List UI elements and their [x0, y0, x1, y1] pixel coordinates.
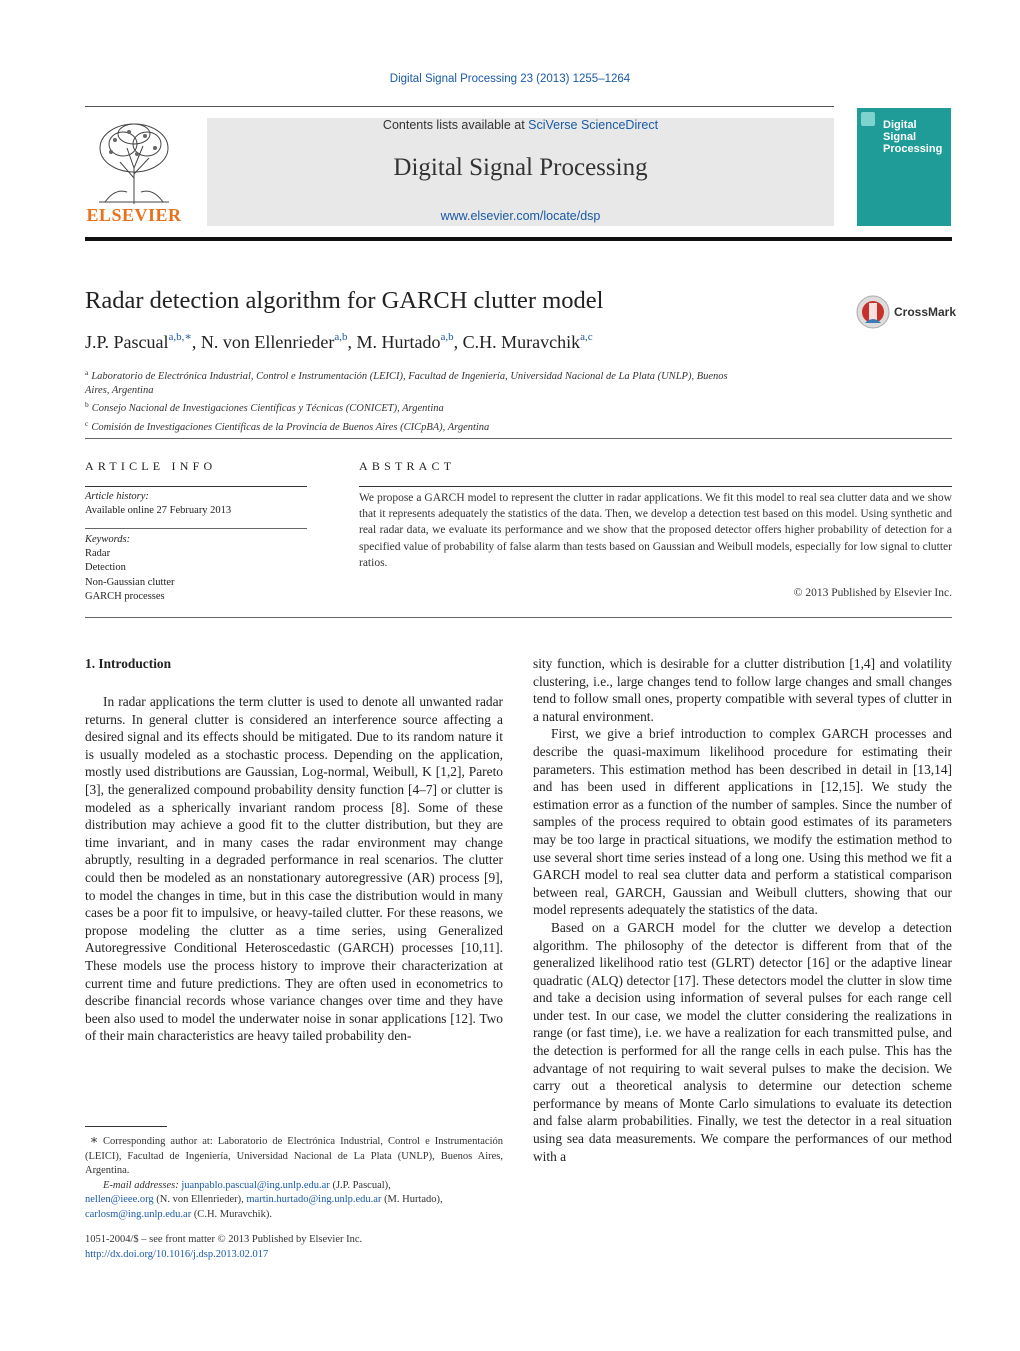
keyword[interactable]: Non-Gaussian clutter: [85, 576, 175, 588]
affiliation-text: Consejo Nacional de Investigaciones Científicas y Técnicas (CONICET), Argentina: [91, 403, 444, 415]
author-list: [85, 330, 593, 353]
email-addresses: [85, 1179, 503, 1194]
author-separator: ,: [453, 332, 463, 352]
abstract-text: We propose a GARCH model to represent the clutter in radar applications. We fit this model to real sea clutter data and we show that it represents adequately the statistics of the data. Then, we develop a detection test based on this model. Using synthetic and real radar data, we evaluate its performance and we show that the proposed detector offers higher probability of detection for a specified value of probability of false alarm than tests based on Gaussian and Weibull models, especially for low signal to clutter ratios.: [359, 492, 952, 569]
front-matter-meta: [85, 1233, 362, 1262]
keywords-block: [85, 533, 307, 604]
keyword[interactable]: Detection: [85, 562, 126, 574]
cover-title: Digital Signal Processing: [883, 119, 943, 155]
email-link[interactable]: juanpablo.pascual@ing.unlp.edu.ar: [181, 1179, 330, 1191]
header-rule: [85, 106, 834, 107]
footnote-rule: [85, 1126, 167, 1127]
author-name[interactable]: J.P. Pascual: [85, 332, 169, 352]
author-name[interactable]: M. Hurtado: [356, 332, 441, 352]
contents-line: [207, 118, 834, 132]
crossmark-icon: [856, 295, 890, 329]
email-link[interactable]: martin.hurtado@ing.unlp.edu.ar: [246, 1194, 382, 1205]
email-owner: (J.P. Pascual),: [329, 1179, 391, 1191]
header-thick-rule: [85, 237, 952, 241]
journal-url-link[interactable]: www.elsevier.com/locate/dsp: [440, 209, 601, 223]
affiliation-text: Comisión de Investigaciones Científicas de la Provincia de Buenos Aires (CICpBA), Argentina: [91, 421, 490, 433]
left-column: [85, 693, 503, 1045]
email-owner: (N. von Ellenrieder),: [153, 1194, 247, 1205]
author-name[interactable]: C.H. Muravchik: [462, 332, 581, 352]
keywords-label: Keywords:: [85, 534, 131, 545]
elsevier-tree-icon: [85, 118, 183, 206]
info-rule: [85, 528, 307, 529]
journal-cover-thumbnail[interactable]: [857, 108, 951, 226]
elsevier-wordmark: ELSEVIER: [86, 205, 182, 225]
sciencedirect-link[interactable]: SciVerse ScienceDirect: [528, 118, 659, 132]
cover-badge-icon: [861, 112, 875, 126]
doi-link[interactable]: http://dx.doi.org/10.1016/j.dsp.2013.02.017: [85, 1248, 269, 1260]
affiliation-item: [85, 398, 745, 416]
affiliation-mark: a: [85, 368, 89, 377]
author-affiliation-marks[interactable]: a,b: [440, 331, 454, 343]
affiliation-text: Laboratorio de Electrónica Industrial, Control e Instrumentación (LEICI), Facultad de Ingeniería, Universidad Nacional de La Plata (UNLP), Buenos Aires, Argentina: [85, 371, 728, 397]
info-rule: [85, 486, 307, 487]
corresponding-note: [85, 1133, 503, 1179]
abstract-copyright: © 2013 Published by Elsevier Inc.: [793, 587, 952, 599]
article-title: Radar detection algorithm for GARCH clutter model: [85, 287, 604, 314]
section-title: 1. Introduction: [85, 656, 172, 671]
history-label: Article history:: [85, 491, 149, 502]
affiliation-item: [85, 366, 745, 398]
journal-banner: [207, 118, 834, 226]
issn-line: 1051-2004/$ – see front matter © 2013 Published by Elsevier Inc.: [85, 1234, 363, 1245]
author-separator: ,: [191, 332, 201, 352]
email-link[interactable]: nellen@ieee.org: [85, 1194, 154, 1205]
right-column: [533, 655, 952, 1165]
author-affiliation-marks[interactable]: a,b,∗: [168, 331, 192, 343]
keyword[interactable]: Radar: [85, 548, 111, 560]
corresponding-author-footnote: [85, 1133, 503, 1222]
affiliation-mark: b: [85, 400, 89, 410]
body-paragraph: In radar applications the term clutter is used to denote all unwanted radar returns. In general clutter is considered an interference source affecting a desired signal and its effects should be mitigated. Due to its random nature it is usually modeled as a stochastic process. Depending on the application, mostly used distributions are Gaussian, Log-normal, Weibull, K [1,2], Pareto [3], the generalized compound probability density function [4–7] or clutter is modeled as a spherically invariant random process [8]. Some of these distribution may achieve a good fit to the clutter distribution, but they are time invariant, and in many cases the radar environment may change abruptly, resulting in a degraded performance in real scenarios. The clutter could then be modeled as an nonstationary autoregressive (AR) process [9], to model the changes in time, but in this case the distribution would in many cases be a poor fit to impulsive, or heavy-tailed clutter. For these reasons, we propose modeling the clutter as a time series, using Generalized Autoregressive Conditional Heteroscedastic (GARCH) processes [10,11]. These models use the process history to improve their characterization at current time and future predictions. They are often used in econometrics to describe financial records whose variance changes over time and they have been also used to model the underwater noise in sonar applications [12]. Two of their main characteristics are heavy tailed probability den-: [85, 694, 503, 1044]
author-name[interactable]: N. von Ellenrieder: [200, 332, 335, 352]
footnote-star: ∗: [89, 1132, 99, 1147]
email-label: E-mail addresses:: [103, 1179, 179, 1191]
affiliation-item: [85, 417, 745, 435]
email-owner: (M. Hurtado),: [381, 1194, 443, 1205]
journal-reference[interactable]: Digital Signal Processing 23 (2013) 1255–1264: [389, 73, 631, 85]
author-affiliation-marks[interactable]: a,b: [334, 331, 348, 343]
affiliations: [85, 366, 745, 435]
email-addresses-cont: [85, 1208, 503, 1223]
corresponding-text: Corresponding author at: Laboratorio de Electrónica Industrial, Control e Instrumentación (LEICI), Facultad de Ingeniería, Universidad Nacional de La Plata (UNLP), Buenos Aires, Argentina.: [85, 1136, 503, 1176]
elsevier-logo[interactable]: [85, 118, 183, 226]
history-value: Available online 27 February 2013: [85, 505, 232, 517]
email-owner: (C.H. Muravchik).: [191, 1208, 272, 1220]
email-link[interactable]: carlosm@ing.unlp.edu.ar: [85, 1208, 192, 1220]
body-paragraph: Based on a GARCH model for the clutter we develop a detection algorithm. The philosophy of the detector is different from that of the generalized likelihood ratio test (GLRT) detector [16] or the adaptive linear quadratic (ALQ) detector [17]. These detectors model the clutter in slow time and take a decision using information of several pulses for each range cell under test. In our case, we model the clutter considering the realizations in range (or fast time), i.e. we have a realization for each transmitted pulse, and the detection is performed for all the range cells in each pulse. This has the advantage of not requiring to wait several pulses to make the decision. We carry out a theoretical analysis to determine our detection scheme performance by means of Monte Carlo simulations to evaluate its detection and false alarm probabilities. Finally, we test the detector in a real situation using sea data measurements. We compare the performances of our method with a: [533, 919, 952, 1164]
crossmark-button[interactable]: [856, 295, 957, 329]
journal-name: Digital Signal Processing: [393, 154, 648, 181]
affiliation-divider: [85, 438, 952, 439]
contents-prefix: Contents lists available at: [382, 118, 529, 132]
article-info-heading: ARTICLE INFO: [85, 459, 217, 473]
body-paragraph: First, we give a brief introduction to complex GARCH processes and describe the quasi-maximum likelihood procedure for estimating their parameters. This estimation method has been described in detail in [13,14] and has been used in different applications in [12,15]. We study the estimation error as a function of the number of samples. Since the number of samples of the process required to obtain good estimates of its parameters may be too large in practical situations, we modify the estimation method to use several short time series instead of a long one. Using this method we fit a GARCH model to real sea clutter data and perform a statistical comparison between real, GARCH, Gaussian and Weibull clutters, showing that our model represents adequately the statistics of the data.: [533, 726, 952, 918]
abstract-heading: ABSTRACT: [359, 459, 456, 473]
body-paragraph: sity function, which is desirable for a clutter distribution [1,4] and volatility clustering, i.e., large changes tend to follow large changes and small changes tend to follow small ones, property compatible with several types of clutter in a natural environment.: [533, 656, 952, 724]
abstract-rule: [359, 486, 952, 487]
author-separator: ,: [347, 332, 357, 352]
keyword[interactable]: GARCH processes: [85, 590, 165, 602]
email-addresses-cont: [85, 1193, 503, 1208]
abstract-divider: [85, 617, 952, 618]
affiliation-mark: c: [85, 418, 89, 428]
author-affiliation-marks[interactable]: a,c: [580, 331, 593, 343]
crossmark-label: CrossMark: [894, 305, 957, 319]
article-history: [85, 490, 307, 518]
